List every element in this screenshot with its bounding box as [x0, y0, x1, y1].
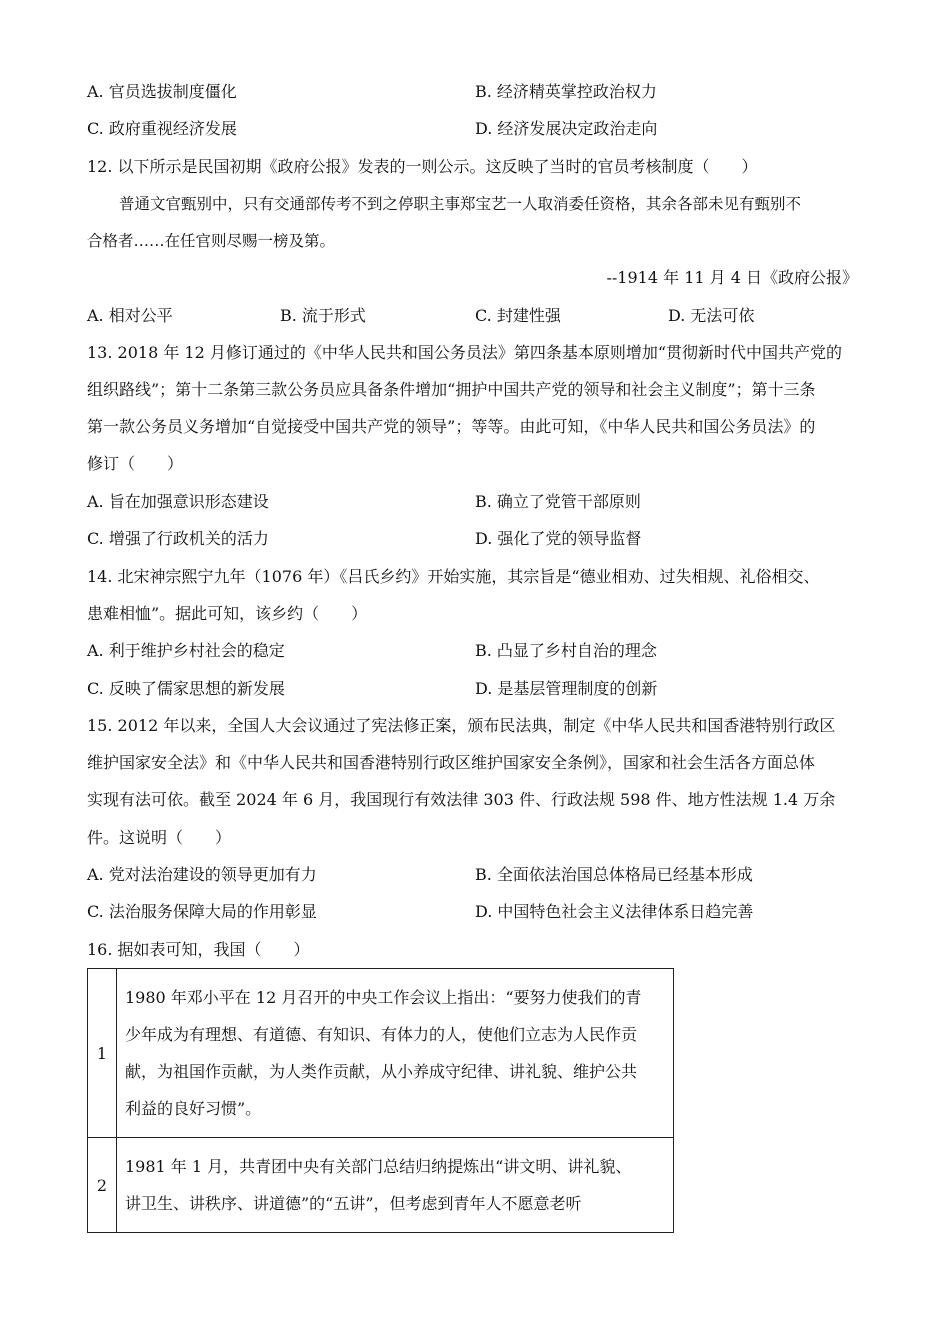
q12-source: --1914 年 11 月 4 日《政府公报》 — [606, 268, 858, 287]
q13-options-row-2 — [87, 529, 867, 549]
q15-options-row-2 — [87, 902, 867, 922]
q16-table — [87, 968, 674, 1233]
q15-stem-line-1: 15. 2012 年以来，全国人大会议通过了宪法修正案，颁布民法典，制定《中华人民共和国香港特别行政区 — [87, 716, 836, 735]
q14-stem-line-2: 患难相恤”。据此可知，该乡约（ ） — [87, 604, 368, 623]
q16-row-2-line-2: 讲卫生、讲秩序、讲道德”的“五讲”，但考虑到青年人不愿意老听 — [125, 1194, 582, 1213]
q16-row-text — [117, 1138, 674, 1233]
table-row — [88, 1138, 674, 1233]
q12-options-row — [87, 306, 867, 326]
q14-options-row-2 — [87, 679, 867, 699]
q11-options-row-2 — [87, 119, 867, 139]
q16-row-1-line-3: 献，为祖国作贡献，为人类作贡献，从小养成守纪律、讲礼貌、维护公共 — [125, 1062, 638, 1081]
q14-option-c[interactable]: C. 反映了儒家思想的新发展 — [87, 679, 285, 698]
q15-option-b[interactable]: B. 全面依法治国总体格局已经基本形成 — [475, 865, 753, 884]
q16-row-2-line-1: 1981 年 1 月，共青团中央有关部门总结归纳提炼出“讲文明、讲礼貌、 — [125, 1157, 632, 1176]
q15-options-row-1 — [87, 865, 867, 885]
q13-option-c[interactable]: C. 增强了行政机关的活力 — [87, 529, 269, 548]
q11-option-a[interactable]: A. 官员选拔制度僵化 — [87, 82, 237, 101]
q12-option-d[interactable]: D. 无法可依 — [668, 306, 755, 325]
q16-row-number: 2 — [88, 1138, 117, 1233]
q14-stem-line-1: 14. 北宋神宗熙宁九年（1076 年）《吕氏乡约》开始实施，其宗旨是“德业相劝、过失相规、礼俗相交、 — [87, 567, 820, 586]
q11-option-c[interactable]: C. 政府重视经济发展 — [87, 119, 237, 138]
q14-option-a[interactable]: A. 利于维护乡村社会的稳定 — [87, 641, 285, 660]
q14-options-row-1 — [87, 641, 867, 661]
q11-options-row-1 — [87, 82, 867, 102]
q14-option-b[interactable]: B. 凸显了乡村自治的理念 — [475, 641, 657, 660]
q13-stem-line-2: 组织路线”；第十二条第三款公务员应具备条件增加“拥护中国共产党的领导和社会主义制度”；第十三条 — [87, 380, 816, 399]
q13-options-row-1 — [87, 492, 867, 512]
q13-stem-line-3: 第一款公务员义务增加“自觉接受中国共产党的领导”；等等。由此可知，《中华人民共和国公务员法》的 — [87, 417, 816, 436]
q16-stem: 16. 据如表可知，我国（ ） — [87, 940, 310, 959]
q16-row-1-line-4: 利益的良好习惯”。 — [125, 1099, 262, 1118]
q14-option-d[interactable]: D. 是基层管理制度的创新 — [475, 679, 658, 698]
q15-stem-line-3: 实现有法可依。截至 2024 年 6 月，我国现行有效法律 303 件、行政法规 598 件、地方性法规 1.4 万余 — [87, 790, 836, 809]
q16-row-text — [117, 969, 674, 1138]
q15-stem-line-2: 维护国家安全法》和《中华人民共和国香港特别行政区维护国家安全条例》，国家和社会生活各方面总体 — [87, 753, 816, 772]
q13-option-b[interactable]: B. 确立了党管干部原则 — [475, 492, 641, 511]
q13-option-a[interactable]: A. 旨在加强意识形态建设 — [87, 492, 269, 511]
q12-quote-line-1: 普通文官甄别中，只有交通部传考不到之停职主事郑宝艺一人取消委任资格，其余各部未见有甄别不 — [119, 195, 802, 213]
q12-option-b[interactable]: B. 流于形式 — [280, 306, 366, 325]
q12-option-c[interactable]: C. 封建性强 — [475, 306, 561, 325]
q11-option-d[interactable]: D. 经济发展决定政治走向 — [475, 119, 658, 138]
q15-option-c[interactable]: C. 法治服务保障大局的作用彰显 — [87, 902, 317, 921]
q13-option-d[interactable]: D. 强化了党的领导监督 — [475, 529, 642, 548]
q15-option-a[interactable]: A. 党对法治建设的领导更加有力 — [87, 865, 317, 884]
table-row — [88, 969, 674, 1138]
q12-option-a[interactable]: A. 相对公平 — [87, 306, 173, 325]
q13-stem-line-4: 修订（ ） — [87, 454, 184, 473]
q11-option-b[interactable]: B. 经济精英掌控政治权力 — [475, 82, 657, 101]
q12-quote-line-2: 合格者……在任官则尽赐一榜及第。 — [87, 232, 336, 250]
q16-row-1-line-2: 少年成为有理想、有道德、有知识、有体力的人，使他们立志为人民作贡 — [125, 1025, 638, 1044]
q15-option-d[interactable]: D. 中国特色社会主义法律体系日趋完善 — [475, 902, 754, 921]
q16-row-number: 1 — [88, 969, 117, 1138]
q13-stem-line-1: 13. 2018 年 12 月修订通过的《中华人民共和国公务员法》第四条基本原则增加“贯彻新时代中国共产党的 — [87, 343, 843, 362]
q12-stem: 12. 以下所示是民国初期《政府公报》发表的一则公示。这反映了当时的官员考核制度（ ） — [87, 157, 758, 176]
q15-stem-line-4: 件。这说明（ ） — [87, 828, 232, 847]
q16-row-1-line-1: 1980 年邓小平在 12 月召开的中央工作会议上指出：“要努力使我们的青 — [125, 988, 642, 1007]
